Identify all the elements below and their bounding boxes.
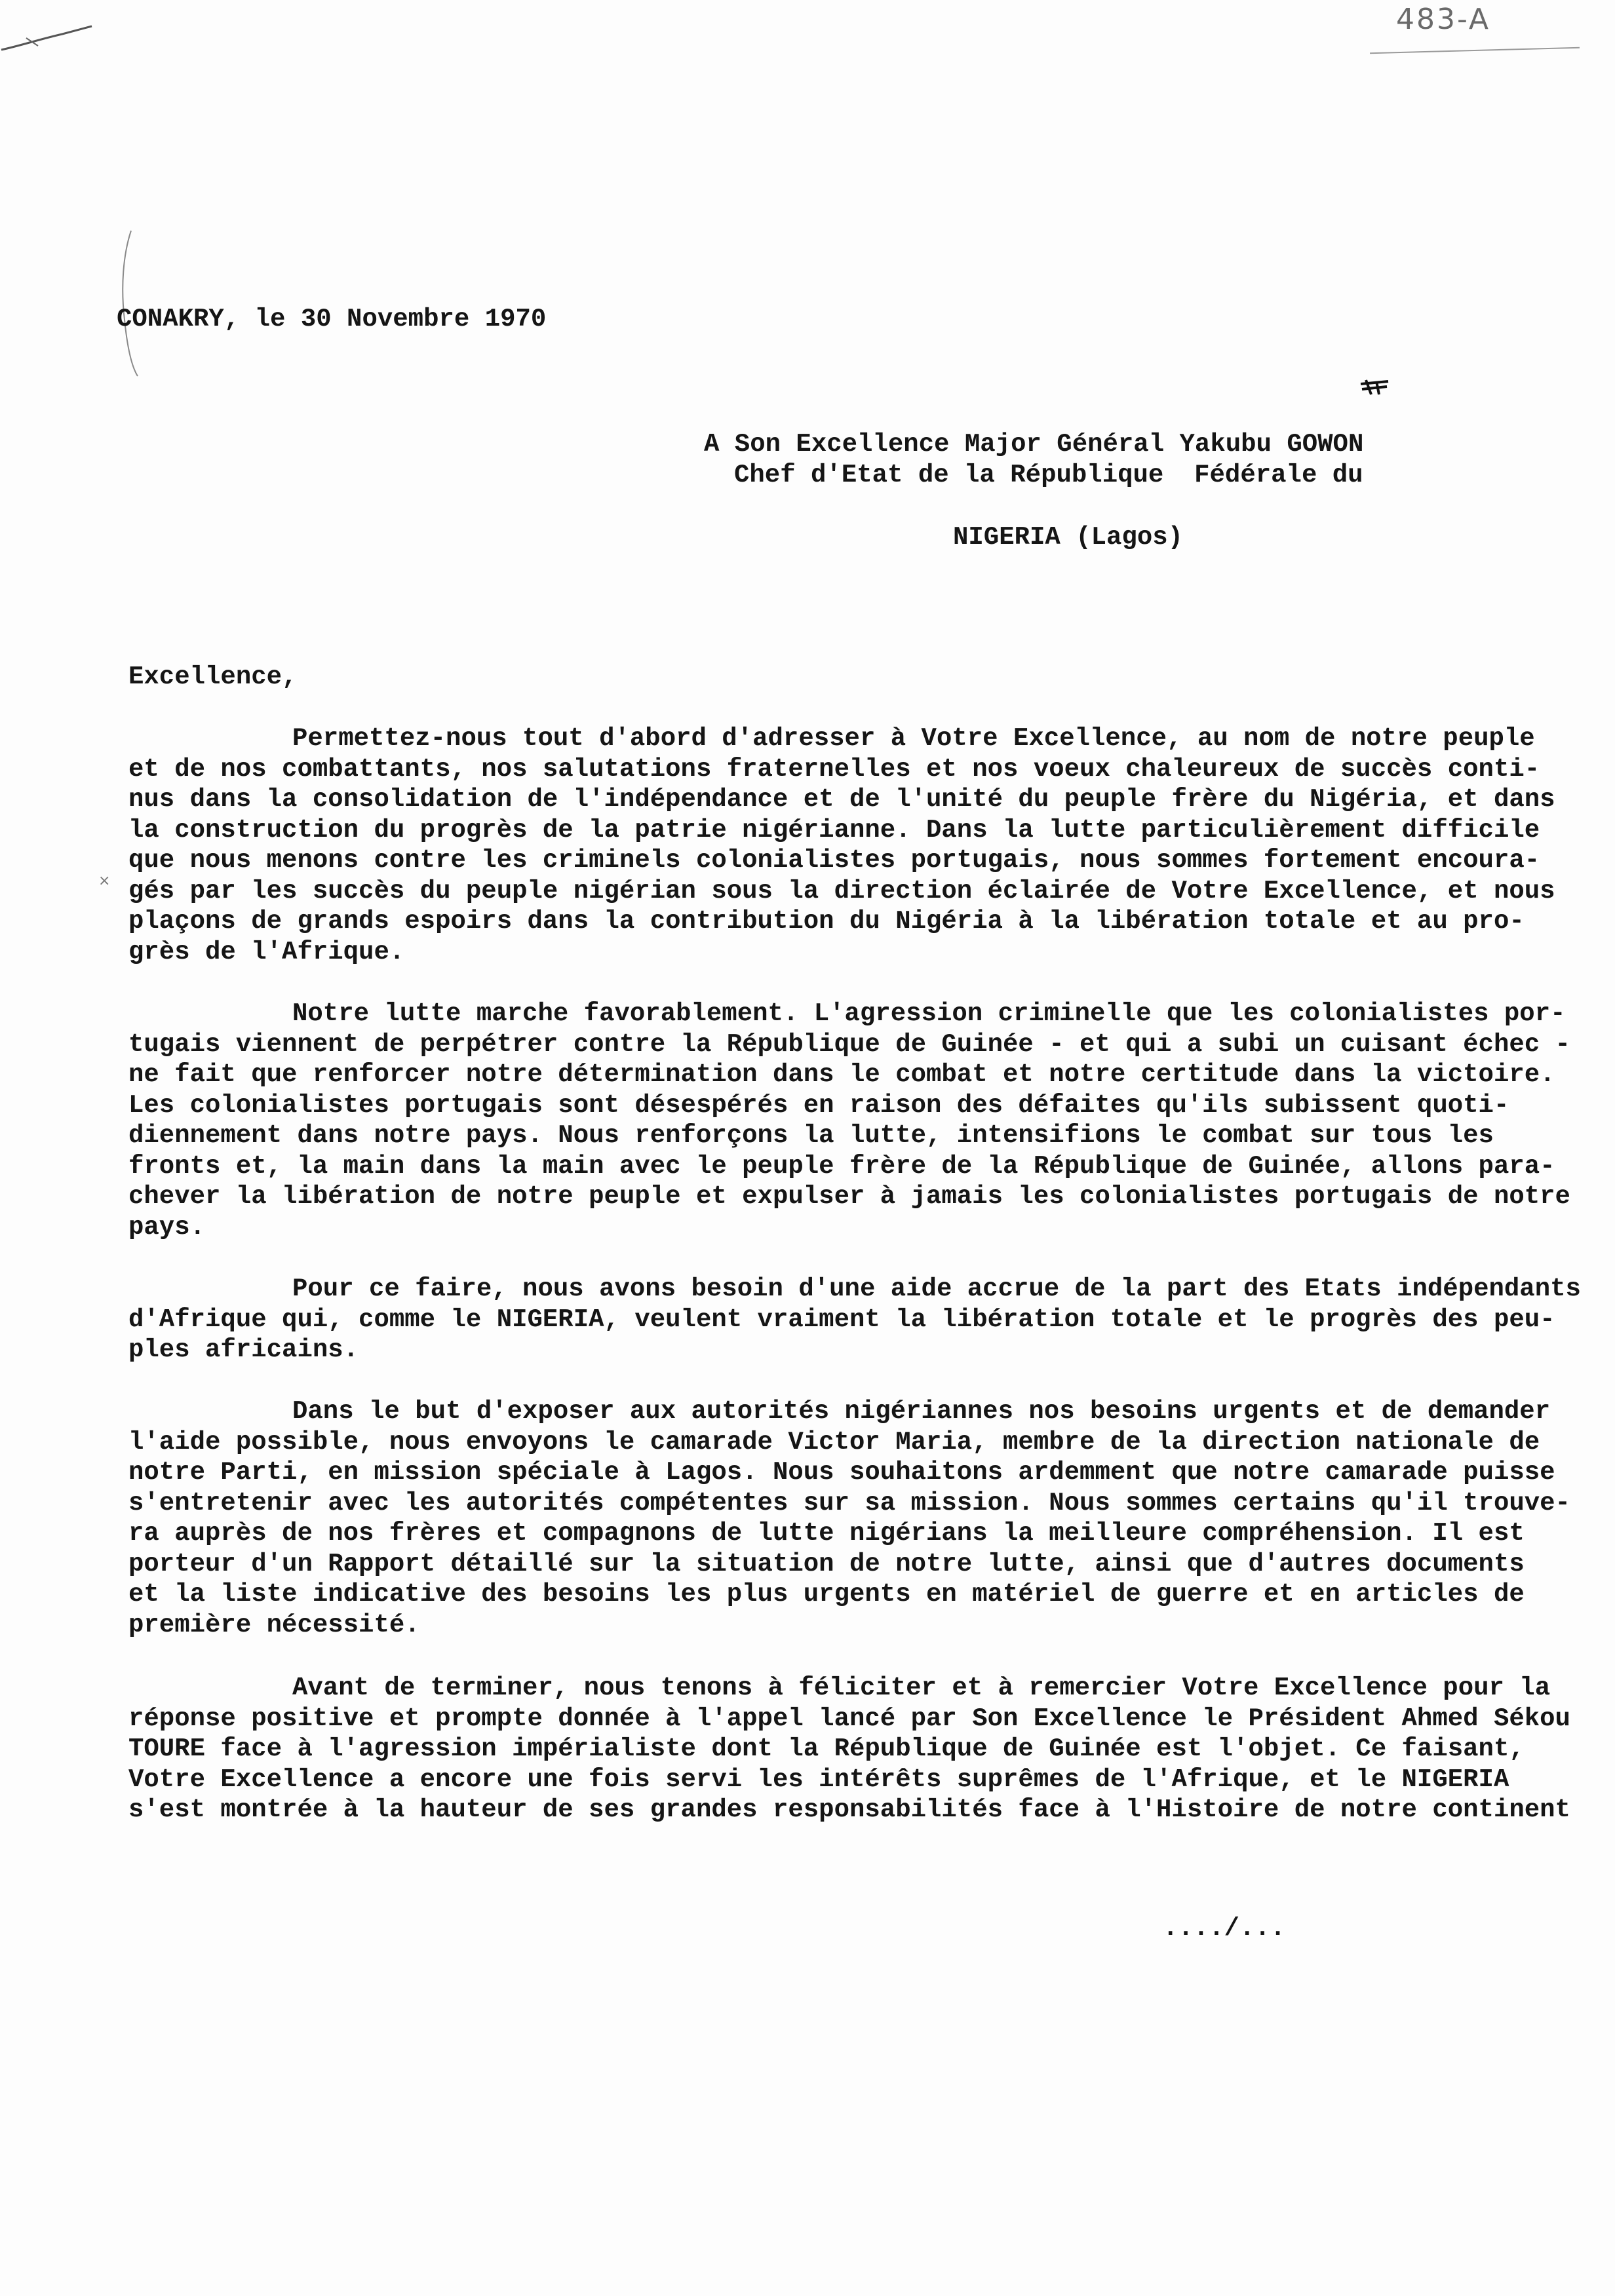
paragraph-line: la construction du progrès de la patrie nigérianne. Dans la lutte particulièrement difficile (128, 815, 1540, 845)
paragraph-line: Permettez-nous tout d'abord d'adresser à Votre Excellence, au nom de notre peuple (292, 724, 1535, 753)
paragraph-line: Votre Excellence a encore une fois servi les intérêts suprêmes de l'Afrique, et le NIGERIA (128, 1765, 1509, 1794)
paragraph-line: TOURE face à l'agression impérialiste dont la République de Guinée est l'objet. Ce faisant, (128, 1734, 1525, 1763)
paragraph-line: gés par les succès du peuple nigérian sous la direction éclairée de Votre Excellence, et nous (128, 876, 1555, 906)
paragraph-line: Notre lutte marche favorablement. L'agression criminelle que les colonialistes por- (292, 999, 1566, 1028)
paragraph-3 (128, 1274, 1582, 1366)
paragraph-5 (128, 1673, 1582, 1826)
paragraph-line: ples africains. (128, 1335, 359, 1364)
paragraph-line: diennement dans notre pays. Nous renforçons la lutte, intensifions le combat sur tous les (128, 1121, 1494, 1150)
stray-mark: × (98, 873, 111, 889)
paragraph-line: et la liste indicative des besoins les plus urgents en matériel de guerre et en articles de (128, 1580, 1525, 1609)
paragraph-1 (128, 723, 1582, 967)
paragraph-line: pays. (128, 1212, 206, 1242)
paragraph-2 (128, 999, 1582, 1242)
archive-underline (1370, 47, 1580, 54)
paragraph-line: et de nos combattants, nos salutations fraternelles et nos voeux chaleureux de succès conti- (128, 754, 1540, 784)
paragraph-line: Dans le but d'exposer aux autorités nigériannes nos besoins urgents et de demander (292, 1397, 1551, 1426)
addressee-line-1: A Son Excellence Major Général Yakubu GOWON (704, 430, 1364, 459)
paragraph-line: s'entretenir avec les autorités compétentes sur sa mission. Nous sommes certains qu'il trouve- (128, 1488, 1570, 1518)
paragraph-line: grès de l'Afrique. (128, 937, 405, 966)
addressee-line-2: Chef d'Etat de la République Fédérale du (734, 461, 1363, 489)
paragraph-line: réponse positive et prompte donnée à l'appel lancé par Son Excellence le Président Ahmed Sékou (128, 1704, 1570, 1733)
paragraph-line: fronts et, la main dans la main avec le peuple frère de la République de Guinée, allons para- (128, 1151, 1555, 1181)
archive-reference: 483-A (1396, 3, 1490, 36)
paragraph-line: que nous menons contre les criminels colonialistes portugais, nous sommes fortement encoura- (128, 846, 1540, 875)
date-line: CONAKRY, le 30 Novembre 1970 (117, 305, 547, 334)
paragraph-line: ra auprès de nos frères et compagnons de lutte nigérians la meilleure compréhension. Il est (128, 1519, 1525, 1548)
paragraph-line: chever la libération de notre peuple et expulser à jamais les colonialistes portugais de notre (128, 1182, 1570, 1211)
addressee-line-3: NIGERIA (Lagos) (953, 523, 1184, 552)
salutation: Excellence, (128, 662, 298, 691)
corner-pen-stroke (0, 20, 98, 59)
paragraph-line: ne fait que renforcer notre détermination dans le combat et notre certitude dans la victoire. (128, 1060, 1555, 1089)
paragraph-line: première nécessité. (128, 1610, 420, 1639)
paragraph-line: nus dans la consolidation de l'indépendance et de l'unité du peuple frère du Nigéria, et dans (128, 785, 1555, 814)
paragraph-line: notre Parti, en mission spéciale à Lagos. Nous souhaitons ardemment que notre camarade puisse (128, 1458, 1555, 1487)
continuation-mark: ..../... (1163, 1914, 1286, 1943)
paragraph-line: Les colonialistes portugais sont désespérés en raison des défaites qu'ils subissent quoti- (128, 1090, 1509, 1120)
paragraph-line: Pour ce faire, nous avons besoin d'une aide accrue de la part des Etats indépendants (292, 1274, 1581, 1303)
paragraph-4 (128, 1396, 1582, 1640)
paragraph-line: tugais viennent de perpétrer contre la République de Guinée - et qui a subi un cuisant échec - (128, 1029, 1570, 1059)
paragraph-line: Avant de terminer, nous tenons à féliciter et à remercier Votre Excellence pour la (292, 1674, 1551, 1702)
ink-mark (1359, 379, 1390, 396)
paragraph-line: porteur d'un Rapport détaillé sur la situation de notre lutte, ainsi que d'autres documents (128, 1549, 1525, 1578)
paragraph-line: plaçons de grands espoirs dans la contribution du Nigéria à la libération totale et au pro- (128, 907, 1525, 936)
paragraph-line: s'est montrée à la hauteur de ses grandes responsabilités face à l'Histoire de notre continent (128, 1795, 1570, 1824)
paragraph-line: l'aide possible, nous envoyons le camarade Victor Maria, membre de la direction nationale de (128, 1427, 1540, 1457)
paragraph-line: d'Afrique qui, comme le NIGERIA, veulent vraiment la libération totale et le progrès des peu- (128, 1305, 1555, 1334)
punch-hole-mark (111, 228, 151, 379)
